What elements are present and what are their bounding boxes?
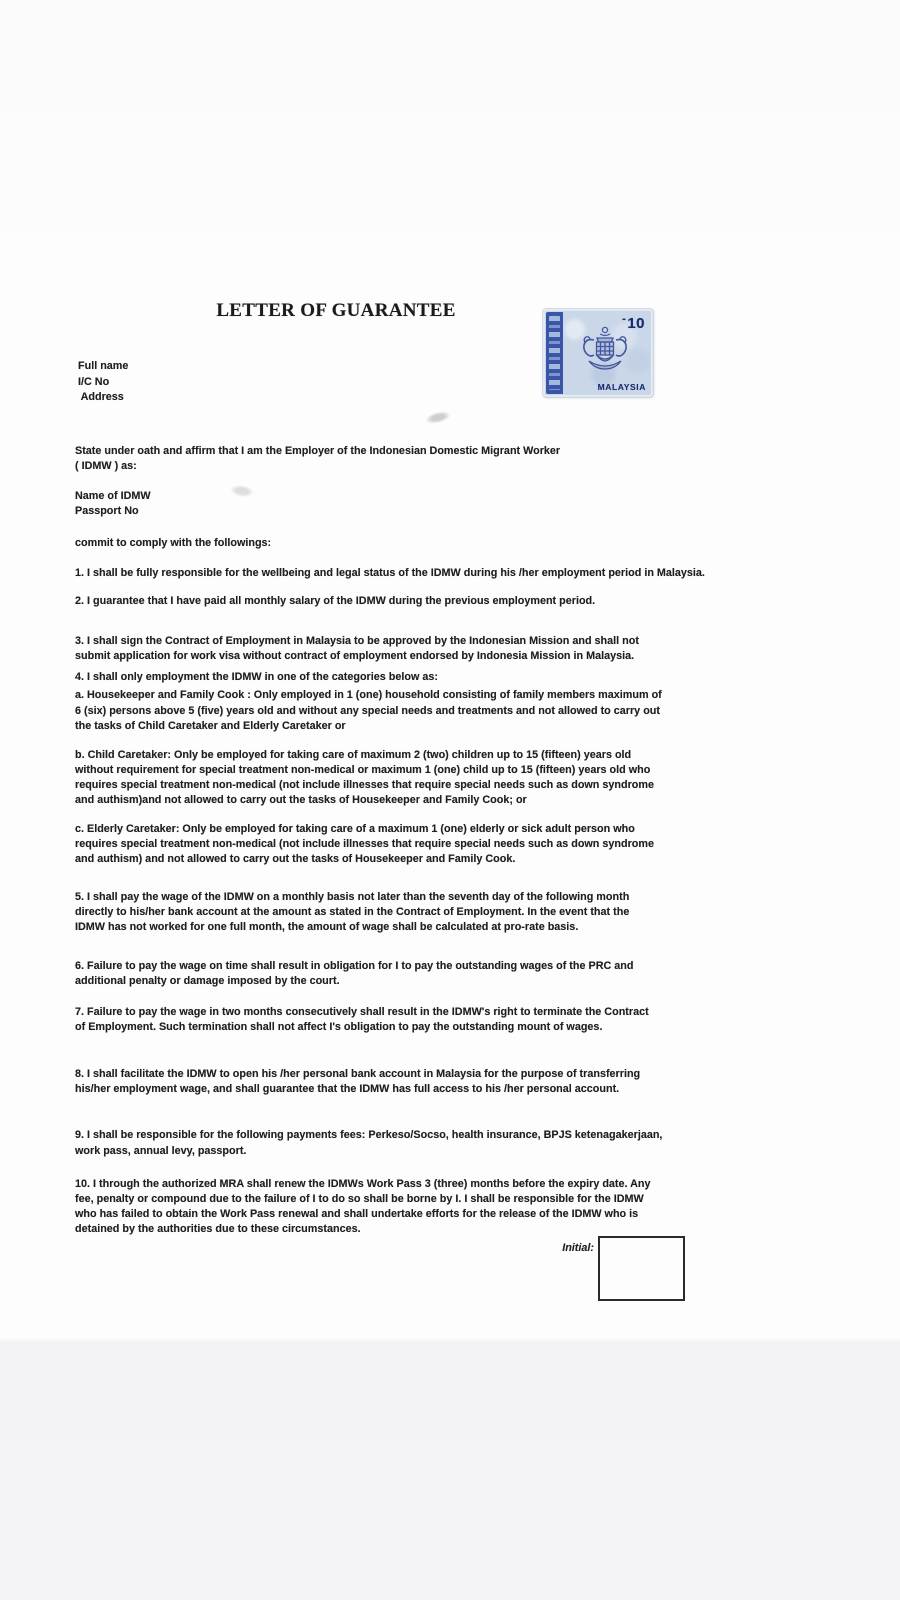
clause-4c-paragraph bbox=[75, 822, 875, 867]
text-line: Name of IDMW bbox=[75, 490, 151, 502]
text-line: the tasks of Child Caretaker and Elderly Caretaker or bbox=[75, 720, 346, 732]
text-line: requires special treatment non-medical (not include illnesses that require special needs such as down syndrome bbox=[75, 779, 655, 791]
clause-6-paragraph bbox=[75, 959, 875, 989]
stamp-country-label: MALAYSIA bbox=[597, 382, 646, 392]
text-line: of Employment. Such termination shall not affect I's obligation to pay the outstanding mount of wages. bbox=[75, 1021, 603, 1033]
clause-5-paragraph bbox=[75, 890, 875, 935]
stamp-denomination-dash: - bbox=[622, 313, 627, 325]
text-line: IDMW has not worked for one full month, the amount of wage shall be calculated at pro-rate basis. bbox=[75, 921, 579, 933]
clause-8-paragraph bbox=[75, 1067, 875, 1097]
initial-box[interactable] bbox=[598, 1236, 685, 1301]
oath-paragraph bbox=[75, 444, 875, 474]
text-line: ( IDMW ) as: bbox=[75, 460, 137, 472]
commitment-line bbox=[75, 536, 875, 551]
text-line: 1. I shall be fully responsible for the wellbeing and legal status of the IDMW during his /her employment period in Malaysia. bbox=[75, 567, 705, 579]
clause-4b-paragraph bbox=[75, 748, 875, 808]
text-line: work pass, annual levy, passport. bbox=[75, 1145, 247, 1157]
text-line: submit application for work visa without contract of employment endorsed by Indonesia Mission in Malaysia. bbox=[75, 650, 635, 662]
text-line: a. Housekeeper and Family Cook : Only employed in 1 (one) household consisting of family members maximum of bbox=[75, 689, 662, 701]
text-line: his/her employment wage, and shall guarantee that the IDMW has full access to his /her personal account. bbox=[75, 1083, 620, 1095]
text-line: c. Elderly Caretaker: Only be employed for taking care of a maximum 1 (one) elderly or sick adult person who bbox=[75, 823, 635, 835]
field-label-full-name: Full name bbox=[78, 360, 129, 372]
text-line: commit to comply with the followings: bbox=[75, 537, 272, 549]
text-line: detained by the authorities due to these circumstances. bbox=[75, 1223, 361, 1235]
text-line: 6 (six) persons above 5 (five) years old and without any special needs and treatments and not allowed to carry out bbox=[75, 704, 660, 717]
text-line: additional penalty or damage imposed by the court. bbox=[75, 975, 340, 987]
clause-3-paragraph bbox=[75, 634, 875, 664]
text-line: 6. Failure to pay the wage on time shall result in obligation for I to pay the outstanding wages of the PRC and bbox=[75, 960, 634, 972]
clause-4-intro bbox=[75, 670, 875, 685]
clause-9-paragraph bbox=[75, 1127, 875, 1159]
text-line: 4. I shall only employment the IDMW in one of the categories below as: bbox=[75, 671, 438, 683]
text-line: 8. I shall facilitate the IDMW to open his /her personal bank account in Malaysia for the purpose of transferring bbox=[75, 1068, 641, 1080]
initial-label: Initial: bbox=[562, 1242, 594, 1254]
text-line: and authism) and not allowed to carry out the tasks of Housekeeper and Family Cook. bbox=[75, 853, 516, 865]
clause-1-paragraph bbox=[75, 566, 875, 581]
text-line: 5. I shall pay the wage of the IDMW on a monthly basis not later than the seventh day of the following month bbox=[75, 891, 630, 903]
field-label-ic-no: I/C No bbox=[78, 375, 110, 388]
text-line: 2. I guarantee that I have paid all monthly salary of the IDMW during the previous employment period. bbox=[75, 595, 596, 607]
text-line: who has failed to obtain the Work Pass renewal and shall undertake efforts for the release of the IDMW who is bbox=[75, 1208, 639, 1220]
document-title: LETTER OF GUARANTEE bbox=[216, 300, 456, 321]
scan-artifact bbox=[424, 409, 452, 426]
stamp-denomination-value: 10 bbox=[627, 315, 645, 332]
text-line: 7. Failure to pay the wage in two months consecutively shall result in the IDMW's right to terminate the Contract bbox=[75, 1006, 649, 1018]
text-line: 3. I shall sign the Contract of Employment in Malaysia to be approved by the Indonesian Mission and shall not bbox=[75, 635, 639, 647]
text-line: State under oath and affirm that I am the Employer of the Indonesian Domestic Migrant Worker bbox=[75, 445, 561, 457]
text-line: Passport No bbox=[75, 505, 139, 517]
text-line: requires special treatment non-medical (not include illnesses that require special needs such as down syndrome bbox=[75, 838, 655, 850]
clause-2-paragraph bbox=[75, 594, 875, 609]
text-line: 10. I through the authorized MRA shall renew the IDMWs Work Pass 3 (three) months before the expiry date. Any bbox=[75, 1178, 651, 1190]
clause-4a-paragraph bbox=[75, 688, 875, 735]
clause-10-paragraph bbox=[75, 1177, 875, 1237]
worker-fields bbox=[75, 489, 875, 519]
clause-7-paragraph bbox=[75, 1005, 875, 1035]
text-line: and authism)and not allowed to carry out the tasks of Housekeeper and Family Cook; or bbox=[75, 794, 527, 806]
text-line: fee, penalty or compound due to the failure of I to do so shall be borne by I. I shall be responsible for the IDMW bbox=[75, 1193, 644, 1205]
field-label-address: Address bbox=[78, 391, 124, 403]
text-line: b. Child Caretaker: Only be employed for taking care of maximum 2 (two) children up to 15 (fifteen) years old bbox=[75, 749, 632, 761]
text-line: without requirement for special treatment non-medical or maximum 1 (one) child up to 15 (fifteen) years old who bbox=[75, 764, 651, 776]
text-line: directly to his/her bank account at the amount as stated in the Contract of Employment. In the event that the bbox=[75, 906, 630, 918]
text-line: 9. I shall be responsible for the following payments fees: Perkeso/Socso, health insurance, BPJS ketenagakerjaan, bbox=[75, 1129, 663, 1141]
employer-fields bbox=[78, 359, 878, 406]
